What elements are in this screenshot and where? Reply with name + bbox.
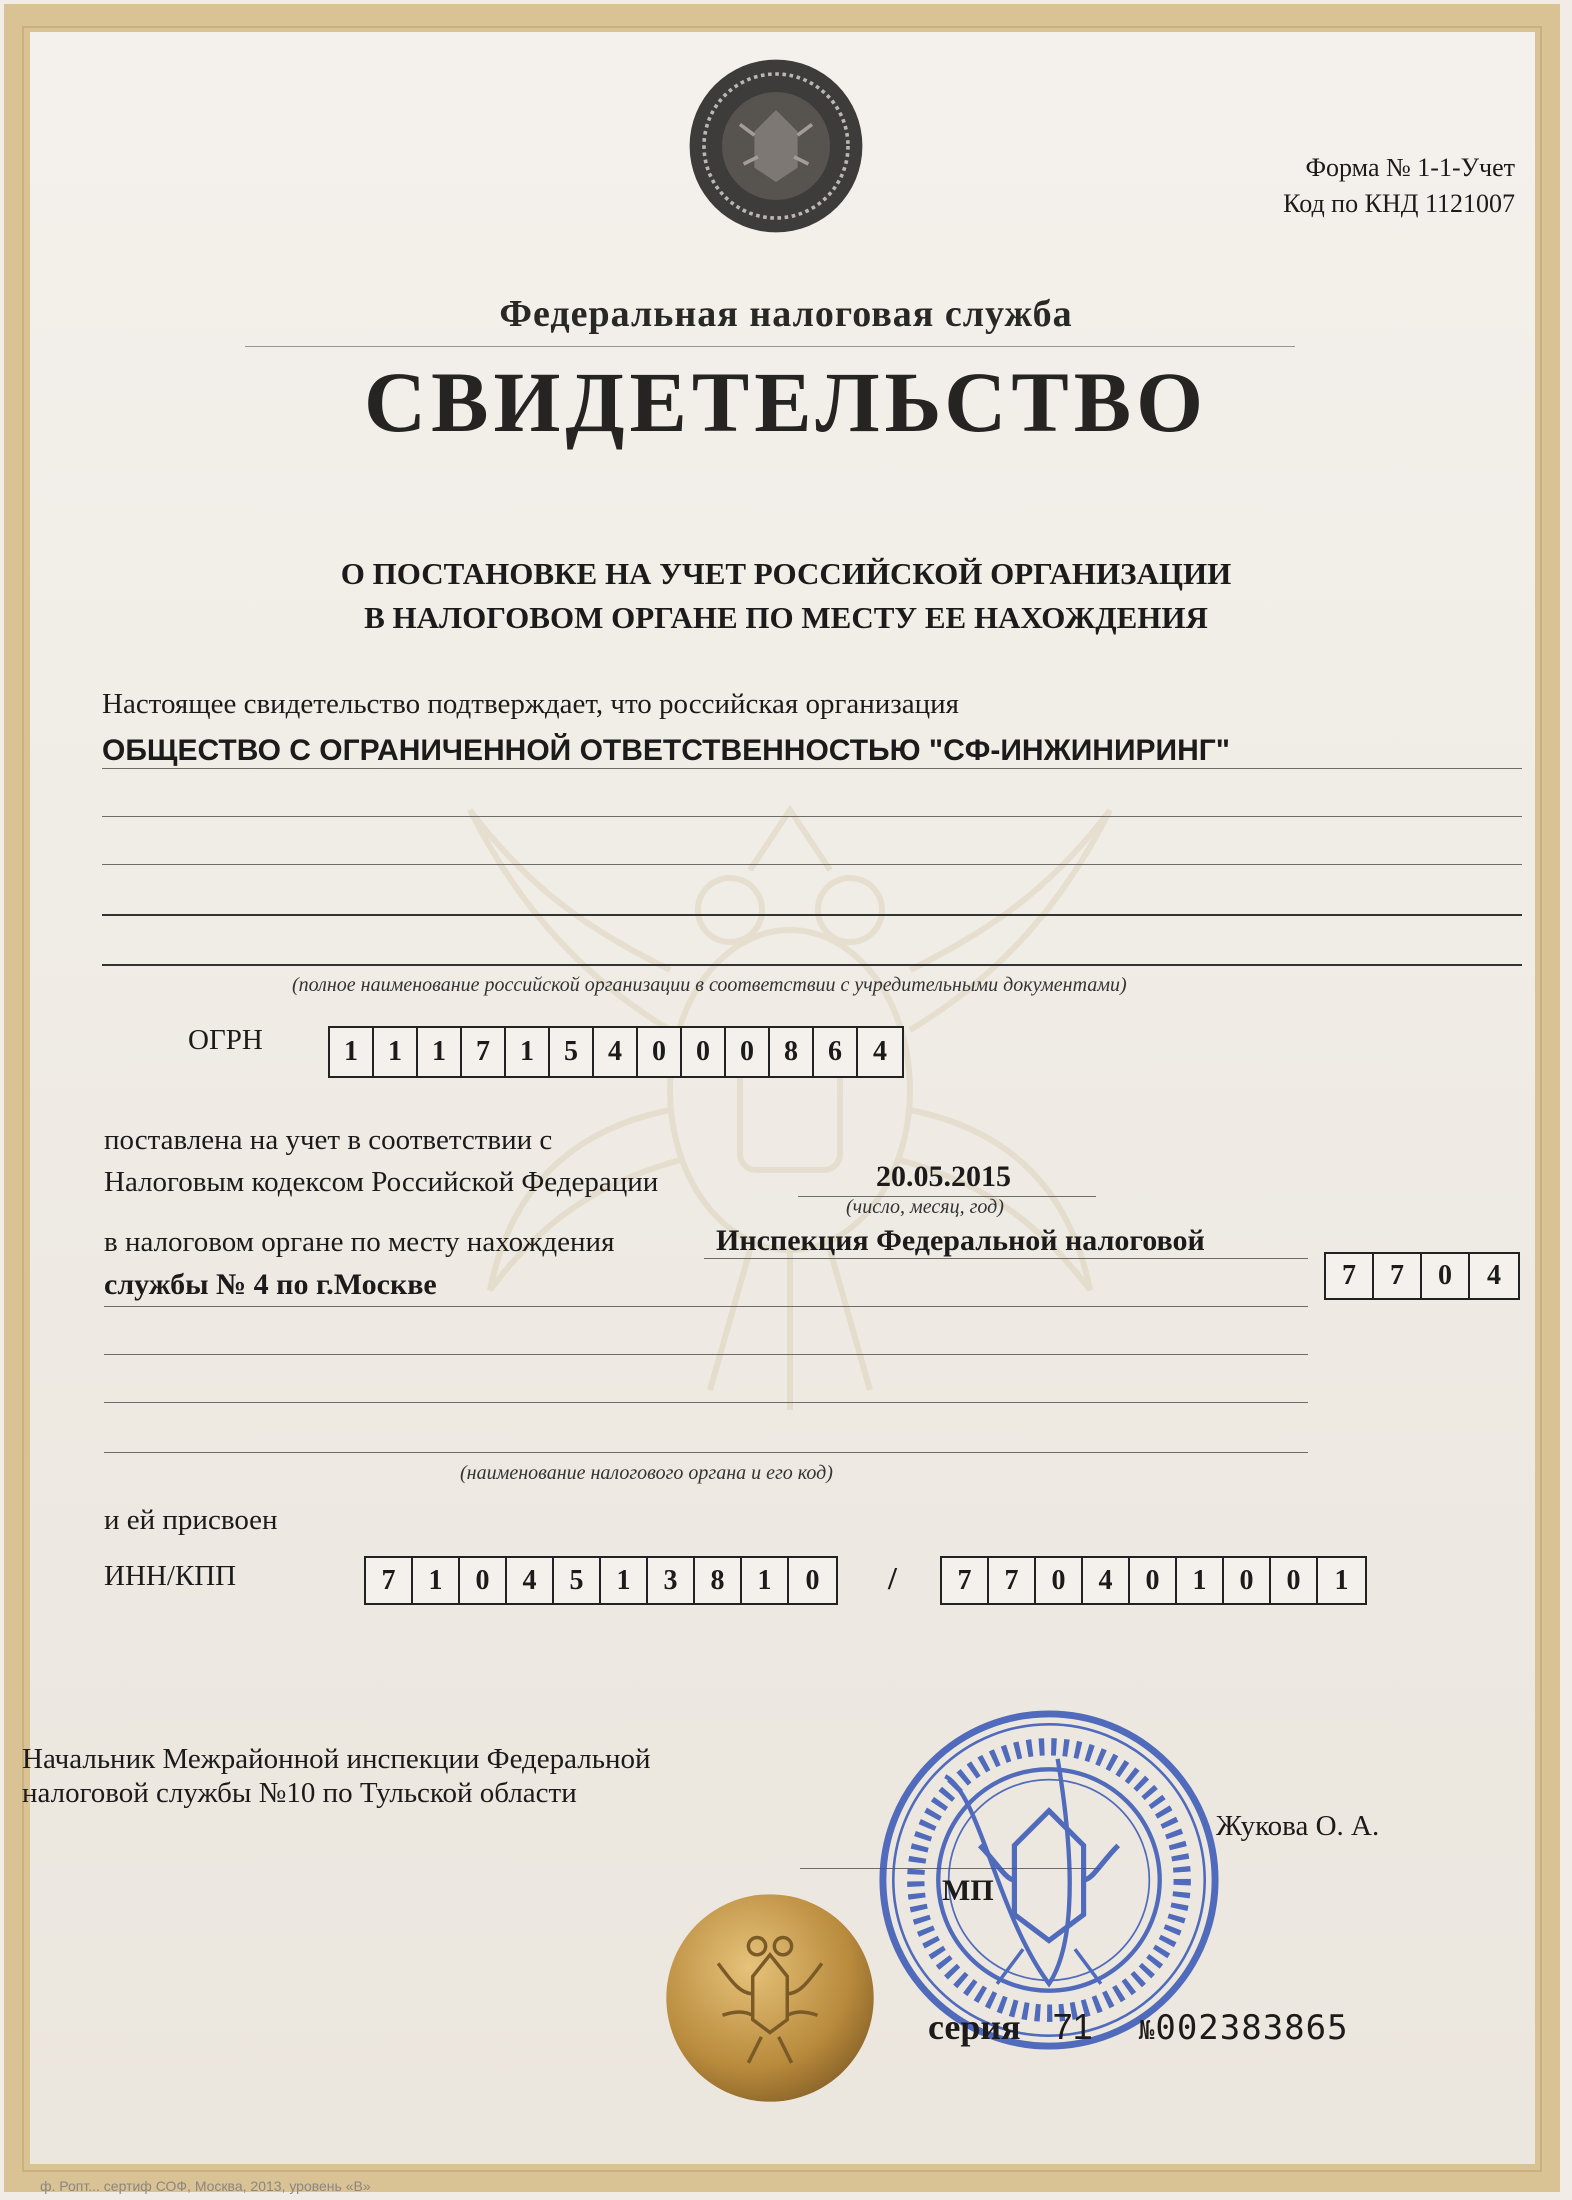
- inn-kpp-separator: /: [888, 1560, 897, 1596]
- ogrn-number: [328, 1026, 904, 1078]
- authority-name-part-1: Инспекция Федеральной налоговой: [716, 1224, 1205, 1257]
- hologram-seal-icon: [662, 1890, 878, 2106]
- inn-digit: 1: [601, 1558, 648, 1603]
- kpp-digit: 1: [1334, 1564, 1349, 1596]
- authority-code-digit: 4: [1487, 1260, 1501, 1291]
- inn-digit: 0: [460, 1558, 507, 1603]
- ogrn-digit: 4: [594, 1028, 638, 1076]
- eagle-watermark-icon: [450, 730, 1130, 1450]
- authority-code-digit: 0: [1422, 1254, 1470, 1298]
- subtitle-line-1: О ПОСТАНОВКЕ НА УЧЕТ РОССИЙСКОЙ ОРГАНИЗАЦИИ: [340, 556, 1232, 591]
- kpp-digit: 1: [1177, 1558, 1224, 1603]
- kpp-digit: 0: [1036, 1558, 1083, 1603]
- page-title: СВИДЕТЕЛЬСТВО: [364, 354, 1208, 450]
- inn-digit: 0: [805, 1564, 820, 1596]
- inn-digit: 8: [695, 1558, 742, 1603]
- name-line-3: [102, 864, 1522, 865]
- registration-line-1: поставлена на учет в соответствии с: [104, 1124, 553, 1156]
- signatory-name: Жукова О. А.: [1216, 1810, 1380, 1842]
- registration-line-2: Налоговым кодексом Российской Федерации: [104, 1166, 659, 1198]
- ogrn-digit: 1: [374, 1028, 418, 1076]
- kpp-digit: 7: [989, 1558, 1036, 1603]
- name-line-5: [102, 964, 1522, 966]
- inn-kpp-label: ИНН/КПП: [104, 1560, 237, 1592]
- ogrn-digit: 1: [330, 1028, 374, 1076]
- authority-code-digit: 7: [1326, 1254, 1374, 1298]
- name-line-2: [102, 816, 1522, 817]
- signatory-position-line-1: Начальник Межрайонной инспекции Федеральной: [22, 1743, 651, 1775]
- ogrn-digit: 1: [418, 1028, 462, 1076]
- ogrn-digit: 8: [770, 1028, 814, 1076]
- series-value: 71: [1052, 2006, 1093, 2047]
- inn-digit: 1: [742, 1558, 789, 1603]
- authority-intro: в налоговом органе по месту нахождения: [104, 1226, 615, 1258]
- authority-line-1: [704, 1258, 1308, 1259]
- ogrn-label: ОГРН: [188, 1024, 263, 1056]
- authority-caption: (наименование налогового органа и его код): [460, 1462, 833, 1484]
- ogrn-digit: 7: [462, 1028, 506, 1076]
- kpp-digit: 7: [942, 1558, 989, 1603]
- authority-name-part-2: службы № 4 по г.Москве: [104, 1268, 437, 1301]
- inn-digit: 5: [554, 1558, 601, 1603]
- signatory-position-line-2: налоговой службы №10 по Тульской области: [22, 1777, 577, 1809]
- number-label: №: [1138, 2016, 1156, 2046]
- ogrn-digit: 6: [814, 1028, 858, 1076]
- authority-line-5: [104, 1452, 1308, 1453]
- authority-line-3: [104, 1354, 1308, 1355]
- serial-number: 002383865: [1155, 2008, 1349, 2048]
- kpp-digit: 0: [1271, 1558, 1318, 1603]
- agency-underline: [245, 346, 1295, 347]
- kpp-digit: 0: [1224, 1558, 1271, 1603]
- authority-line-4: [104, 1402, 1308, 1403]
- inn-digit: 3: [648, 1558, 695, 1603]
- print-note: ф. Ропт... сертиф СОФ, Москва, 2013, уровень «В»: [40, 2178, 371, 2194]
- coat-of-arms-emblem-icon: [686, 56, 866, 236]
- ogrn-digit: 0: [682, 1028, 726, 1076]
- name-line-4: [102, 914, 1522, 916]
- inn-number: [364, 1556, 838, 1605]
- authority-code-digit: 7: [1374, 1254, 1422, 1298]
- authority-code: [1324, 1252, 1520, 1300]
- date-caption: (число, месяц, год): [846, 1196, 1004, 1218]
- authority-line-2: [104, 1306, 1308, 1307]
- form-info: [1155, 150, 1515, 222]
- series-label: серия: [928, 2007, 1021, 2047]
- registration-date: 20.05.2015: [876, 1160, 1011, 1193]
- organization-caption: (полное наименование российской организации в соответствии с учредительными документами): [292, 974, 1127, 996]
- inn-digit: 4: [507, 1558, 554, 1603]
- name-line-1: [102, 768, 1522, 769]
- kpp-number: [940, 1556, 1367, 1605]
- ogrn-digit: 0: [638, 1028, 682, 1076]
- knd-code: Код по КНД 1121007: [1283, 189, 1515, 218]
- assigned-intro: и ей присвоен: [104, 1504, 278, 1536]
- stamp-place-label: МП: [942, 1874, 994, 1907]
- organization-name: ОБЩЕСТВО С ОГРАНИЧЕННОЙ ОТВЕТСТВЕННОСТЬЮ "СФ-ИНЖИНИРИНГ": [102, 734, 1230, 767]
- kpp-digit: 0: [1130, 1558, 1177, 1603]
- inn-digit: 7: [366, 1558, 413, 1603]
- subtitle-line-2: В НАЛОГОВОМ ОРГАНЕ ПО МЕСТУ ЕЕ НАХОЖДЕНИЯ: [364, 600, 1208, 635]
- ogrn-digit: 5: [550, 1028, 594, 1076]
- official-stamp-icon: [876, 1707, 1222, 2053]
- form-number: Форма № 1-1-Учет: [1305, 153, 1515, 182]
- serial-block: [928, 2006, 1349, 2048]
- signatory-position: [22, 1742, 651, 1810]
- inn-digit: 1: [413, 1558, 460, 1603]
- ogrn-digit: 4: [873, 1036, 887, 1067]
- ogrn-digit: 0: [726, 1028, 770, 1076]
- organization-intro: Настоящее свидетельство подтверждает, что российская организация: [102, 688, 959, 720]
- ogrn-digit: 1: [506, 1028, 550, 1076]
- agency-name: Федеральная налоговая служба: [499, 293, 1073, 335]
- kpp-digit: 4: [1083, 1558, 1130, 1603]
